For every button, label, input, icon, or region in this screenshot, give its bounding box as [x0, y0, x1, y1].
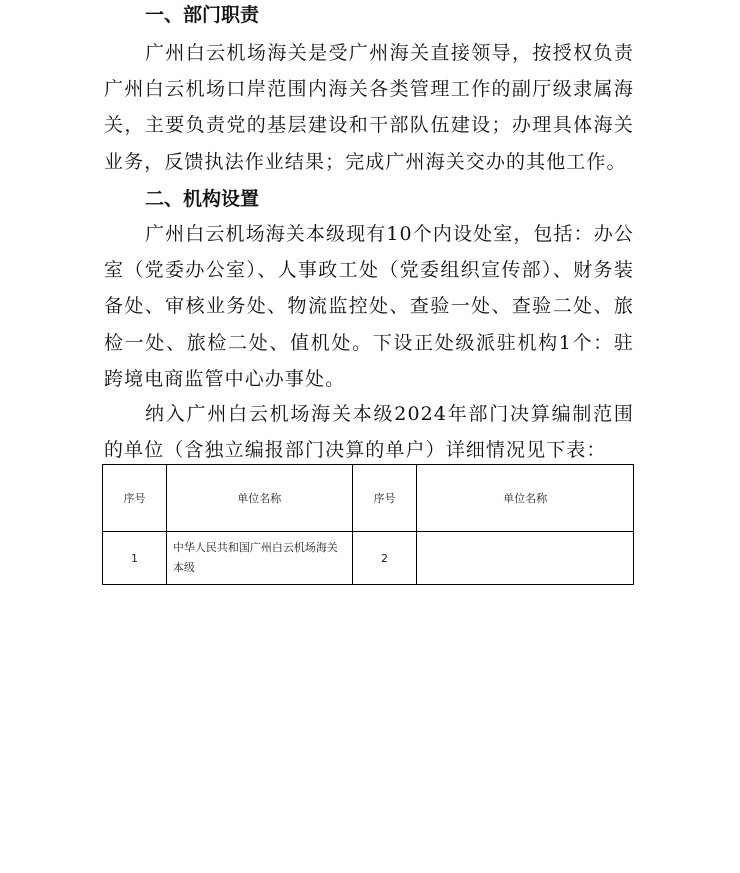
cell-unit-name: 中华人民共和国广州白云机场海关本级	[166, 532, 352, 585]
unit-table	[102, 464, 634, 585]
section-heading-duties: 一、部门职责	[145, 4, 260, 26]
organization-paragraph: 广州白云机场海关本级现有10个内设处室，包括：办公室（党委办公室）、人事政工处（党委组织宣传部）、财务装备处、审核业务处、物流监控处、查验一处、查验二处、旅检一处、旅检二处、值机处。下设正处级派驻机构1个：驻跨境电商监管中心办事处。	[104, 223, 634, 390]
header-serial-2: 序号	[352, 465, 417, 532]
cell-unit-name	[417, 532, 634, 585]
section-heading-organization: 二、机构设置	[145, 188, 260, 210]
header-serial-1: 序号	[103, 465, 167, 532]
scope-intro-paragraph: 纳入广州白云机场海关本级2024年部门决算编制范围的单位（含独立编报部门决算的单户）详细情况见下表：	[104, 403, 634, 462]
header-unit-name-2: 单位名称	[417, 465, 634, 532]
header-unit-name-1: 单位名称	[166, 465, 352, 532]
cell-serial: 1	[103, 532, 167, 585]
cell-serial: 2	[352, 532, 417, 585]
table-row	[103, 532, 634, 585]
table-header-row	[103, 465, 634, 532]
duties-paragraph: 广州白云机场海关是受广州海关直接领导，按授权负责广州白云机场口岸范围内海关各类管理工作的副厅级隶属海关，主要负责党的基层建设和干部队伍建设；办理具体海关业务，反馈执法作业结果；完成广州海关交办的其他工作。	[104, 42, 634, 173]
